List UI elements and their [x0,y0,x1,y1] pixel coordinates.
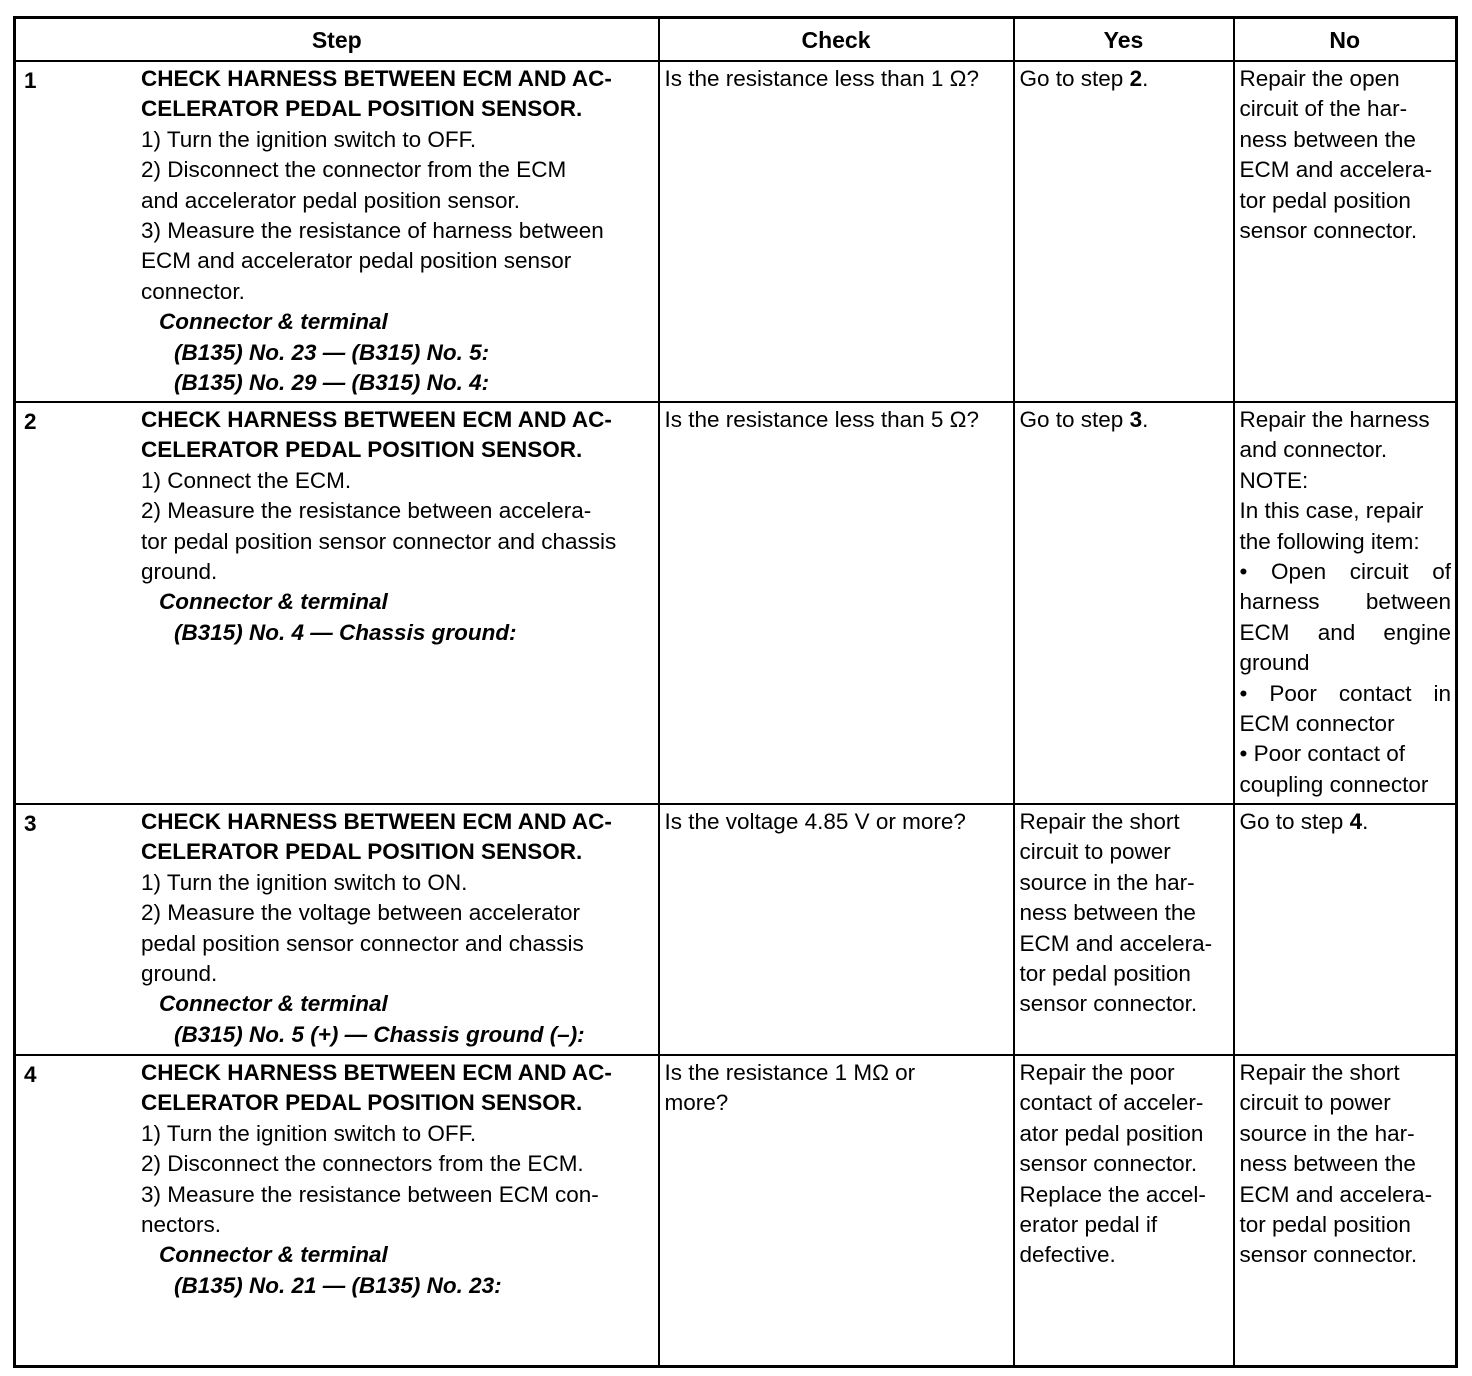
table-row [15,61,1457,402]
connector-terminal-line: (B135) No. 23 — (B315) No. 5: [174,339,490,365]
instruction-line: 2) Measure the resistance between accelera- [141,498,592,524]
yes-line: Repair the poor [1019,1060,1175,1085]
instruction-line: and accelerator pedal position sensor. [141,187,520,213]
step-number: 1 [24,68,37,93]
instruction-line: ECM and accelerator pedal position sensor [141,248,572,274]
yes-step-ref: 2 [1129,66,1143,91]
instruction-line: 2) Disconnect the connector from the ECM [141,157,567,183]
no-line: sensor connector. [1239,218,1418,244]
step-title-line: CELERATOR PEDAL POSITION SENSOR. [141,839,583,865]
check-question: more? [664,1090,729,1116]
check-question: Is the resistance less than 1 Ω? [664,66,979,91]
no-bullet-line: ECM connector [1239,711,1395,737]
yes-line: tor pedal position [1019,961,1191,987]
instruction-line: ground. [141,961,218,987]
step-title-line: CHECK HARNESS BETWEEN ECM AND AC- [141,1060,612,1085]
instruction-line: 2) Disconnect the connectors from the ECM. [141,1151,584,1177]
no-bullet-line: harness between [1239,589,1451,615]
connector-terminal-line: (B135) No. 21 — (B135) No. 23: [174,1272,502,1298]
instruction-line: 3) Measure the resistance of harness between [141,218,604,244]
connector-terminal-heading: Connector & terminal [159,1242,388,1268]
connector-terminal-line: (B135) No. 29 — (B315) No. 4: [174,370,490,396]
no-bullet-line: coupling connector [1239,771,1429,797]
step-title [141,1058,654,1119]
header-no: No [1234,18,1457,62]
no-line: the following item: [1239,528,1420,554]
instruction-line: 1) Turn the ignition switch to OFF. [141,1120,477,1146]
step-title-line: CHECK HARNESS BETWEEN ECM AND AC- [141,407,612,432]
table-row [15,804,1457,1055]
no-line: NOTE: [1239,467,1309,493]
step-title-line: CELERATOR PEDAL POSITION SENSOR. [141,437,583,463]
yes-text-end: . [1142,407,1149,432]
step-instructions [141,868,654,990]
no-line: circuit of the har- [1239,96,1408,122]
yes-text: Go to step [1019,407,1130,432]
check-cell [659,1055,1014,1366]
step-title-line: CELERATOR PEDAL POSITION SENSOR. [141,96,583,122]
step-title [141,405,654,466]
check-question: Is the resistance 1 MΩ or [664,1060,916,1085]
header-yes: Yes [1014,18,1234,62]
check-question: Is the voltage 4.85 V or more? [664,809,966,834]
yes-line: ator pedal position [1019,1120,1204,1146]
no-step-ref: 4 [1349,809,1363,834]
no-line: source in the har- [1239,1120,1415,1146]
step-title-line: CHECK HARNESS BETWEEN ECM AND AC- [141,809,612,834]
step-instructions [141,125,654,307]
yes-line: defective. [1019,1242,1116,1268]
step-number: 2 [24,409,37,434]
check-cell [659,61,1014,402]
no-bullet-line: ECM and engine [1239,619,1451,645]
yes-text-end: . [1142,66,1149,91]
step-cell [15,61,659,402]
connector-terminal-heading: Connector & terminal [159,309,388,335]
yes-cell [1014,1055,1234,1366]
yes-cell [1014,61,1234,402]
yes-line: source in the har- [1019,869,1195,895]
connector-terminal-heading: Connector & terminal [159,589,388,615]
header-check: Check [659,18,1014,62]
yes-cell [1014,402,1234,804]
no-bullet-line: • Poor contact in [1239,680,1451,706]
instruction-line: nectors. [141,1212,222,1238]
connector-terminal-line: (B315) No. 4 — Chassis ground: [174,619,517,645]
no-line: ECM and accelera- [1239,157,1433,183]
yes-line: ness between the [1019,900,1196,926]
no-line: tor pedal position [1239,187,1411,213]
no-line: ness between the [1239,1151,1416,1177]
no-cell [1234,804,1457,1055]
no-bullet-line: • Open circuit of [1239,559,1451,585]
instruction-line: connector. [141,278,245,304]
no-line: ECM and accelera- [1239,1181,1433,1207]
yes-cell [1014,804,1234,1055]
no-line: circuit to power [1239,1090,1391,1116]
no-bullet-line: ground [1239,650,1310,676]
step-cell [15,1055,659,1366]
instruction-line: tor pedal position sensor connector and chassis [141,528,617,554]
yes-line: Replace the accel- [1019,1181,1206,1207]
instruction-line: 3) Measure the resistance between ECM con- [141,1181,599,1207]
no-line: tor pedal position [1239,1212,1411,1238]
no-line: Repair the harness [1239,407,1430,432]
instruction-line: 1) Turn the ignition switch to ON. [141,869,468,895]
yes-line: circuit to power [1019,839,1171,865]
no-line: ness between the [1239,126,1416,152]
connector-terminal-heading: Connector & terminal [159,991,388,1017]
step-cell [15,402,659,804]
header-step: Step [15,18,659,62]
yes-line: sensor connector. [1019,991,1198,1017]
step-cell [15,804,659,1055]
yes-text: Go to step [1019,66,1130,91]
no-line: Repair the open [1239,66,1400,91]
no-text-end: . [1362,809,1369,834]
instruction-line: 1) Connect the ECM. [141,467,352,493]
diagnostic-table [13,16,1458,1368]
instruction-line: ground. [141,559,218,585]
instruction-line: 1) Turn the ignition switch to OFF. [141,126,477,152]
yes-line: contact of acceler- [1019,1090,1204,1116]
header-row [15,18,1457,62]
step-title [141,807,654,868]
no-cell [1234,1055,1457,1366]
step-number: 3 [24,811,37,836]
no-line: and connector. [1239,437,1388,463]
instruction-line: 2) Measure the voltage between accelerator [141,900,581,926]
yes-line: erator pedal if [1019,1212,1158,1238]
table-row [15,1055,1457,1366]
step-title [141,64,654,125]
no-cell [1234,402,1457,804]
step-instructions [141,466,654,588]
step-instructions [141,1119,654,1241]
no-bullet-line: • Poor contact of [1239,741,1405,767]
no-line: Repair the short [1239,1060,1400,1085]
yes-line: ECM and accelera- [1019,930,1213,956]
check-cell [659,804,1014,1055]
step-number: 4 [24,1062,37,1087]
connector-terminal-line: (B315) No. 5 (+) — Chassis ground (–): [174,1021,585,1047]
step-title-line: CELERATOR PEDAL POSITION SENSOR. [141,1090,583,1116]
no-line: In this case, repair [1239,498,1424,524]
no-text: Go to step [1239,809,1350,834]
check-cell [659,402,1014,804]
table-row [15,402,1457,804]
no-line: sensor connector. [1239,1242,1418,1268]
instruction-line: pedal position sensor connector and chassis [141,930,584,956]
check-question: Is the resistance less than 5 Ω? [664,407,979,432]
yes-line: sensor connector. [1019,1151,1198,1177]
yes-line: Repair the short [1019,809,1180,834]
no-cell [1234,61,1457,402]
yes-step-ref: 3 [1129,407,1143,432]
step-title-line: CHECK HARNESS BETWEEN ECM AND AC- [141,66,612,91]
